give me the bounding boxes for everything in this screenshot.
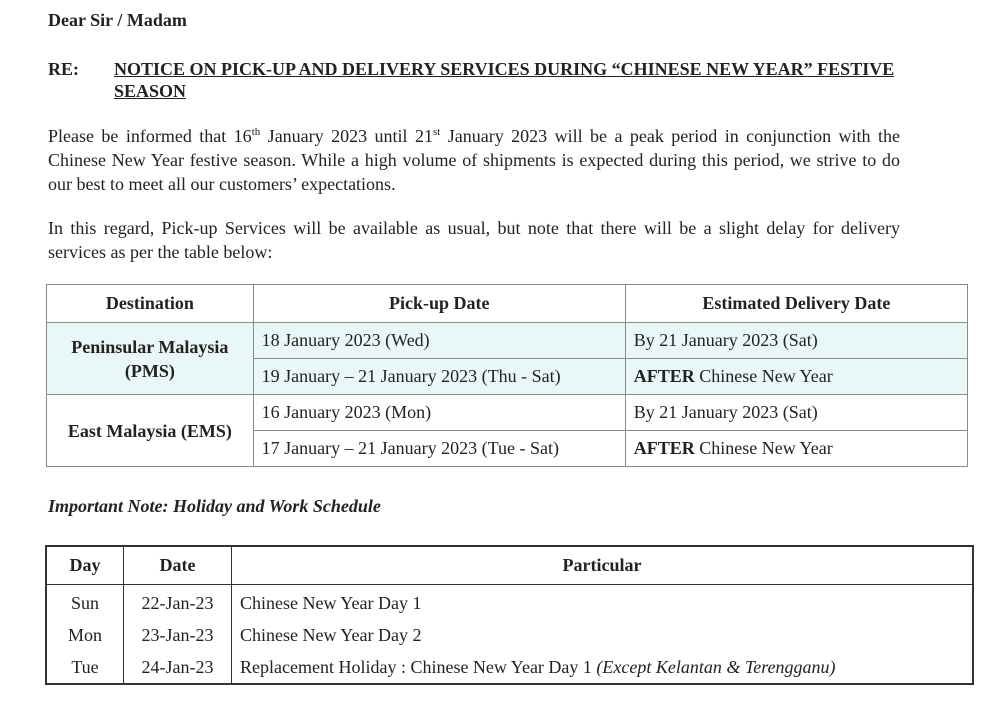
table-header-row — [47, 285, 968, 323]
pickup-date-cell: 17 January – 21 January 2023 (Tue - Sat) — [253, 431, 625, 467]
header-estimated-delivery: Estimated Delivery Date — [625, 285, 967, 323]
estimated-delivery-cell — [625, 359, 967, 395]
intro-text-1: Please be informed that 16 — [48, 126, 252, 146]
important-note-heading: Important Note: Holiday and Work Schedule — [48, 496, 381, 516]
particular-text: Replacement Holiday : Chinese New Year Day 1 — [240, 656, 597, 677]
salutation: Dear Sir / Madam — [48, 10, 187, 30]
destination-name: Peninsular Malaysia — [71, 336, 229, 357]
estimated-delivery-cell — [625, 395, 967, 431]
estimated-delivery-cell — [625, 323, 967, 359]
destination-cell-ems — [47, 395, 254, 467]
header-particular: Particular — [232, 546, 974, 585]
intro-text-2: January 2023 until 21 — [260, 126, 433, 146]
destination-cell-pms — [47, 323, 254, 395]
est-text: Chinese New Year — [694, 438, 833, 458]
table-row — [47, 395, 968, 431]
table-row — [46, 585, 973, 620]
header-destination: Destination — [47, 285, 254, 323]
est-text: Chinese New Year — [694, 366, 833, 386]
table-header-row — [46, 546, 973, 585]
re-label: RE: — [48, 59, 79, 79]
est-emphasis: AFTER — [633, 438, 695, 458]
est-emphasis: AFTER — [633, 366, 695, 386]
header-day: Day — [46, 546, 124, 585]
pickup-date-cell: 18 January 2023 (Wed) — [253, 323, 625, 359]
particular-cell — [232, 585, 974, 620]
particular-text: Chinese New Year Day 1 — [240, 592, 422, 613]
est-text: By 21 January 2023 (Sat) — [633, 330, 818, 350]
service-paragraph: In this regard, Pick-up Services will be available as usual, but note that there will be a slight delay for delivery services as per the table below: — [48, 218, 900, 262]
intro-paragraph — [48, 124, 900, 196]
destination-code: (PMS) — [124, 360, 175, 381]
intro-text-3: January 2023 will be a peak period in conjunction with the Chinese New Year festive season. While a high volume of shipments is expected during this period, we strive to do our best to meet all our customers’ expectations. — [48, 126, 900, 194]
pickup-date-cell: 16 January 2023 (Mon) — [253, 395, 625, 431]
estimated-delivery-cell — [625, 431, 967, 467]
date-cell: 22-Jan-23 — [124, 585, 232, 620]
holiday-schedule-table — [45, 545, 974, 685]
date-cell: 24-Jan-23 — [124, 651, 232, 684]
table-row — [46, 619, 973, 651]
particular-cell — [232, 619, 974, 651]
ordinal-suffix-st: st — [432, 126, 441, 138]
exception-text: (Except Kelantan & Terengganu) — [596, 656, 836, 677]
est-text: By 21 January 2023 (Sat) — [633, 402, 818, 422]
header-date: Date — [124, 546, 232, 585]
header-pickup-date: Pick-up Date — [253, 285, 625, 323]
particular-text: Chinese New Year Day 2 — [240, 624, 422, 645]
ordinal-suffix-th: th — [251, 126, 261, 138]
date-cell: 23-Jan-23 — [124, 619, 232, 651]
day-cell: Sun — [46, 585, 124, 620]
day-cell: Tue — [46, 651, 124, 684]
destination-name: East Malaysia (EMS) — [67, 420, 232, 441]
pickup-date-cell: 19 January – 21 January 2023 (Thu - Sat) — [253, 359, 625, 395]
particular-cell — [232, 651, 974, 684]
day-cell: Mon — [46, 619, 124, 651]
notice-title: NOTICE ON PICK-UP AND DELIVERY SERVICES DURING “CHINESE NEW YEAR” FESTIVE SEASON — [114, 59, 895, 101]
delivery-schedule-table — [46, 284, 968, 467]
table-row — [46, 651, 973, 684]
table-row — [47, 323, 968, 359]
